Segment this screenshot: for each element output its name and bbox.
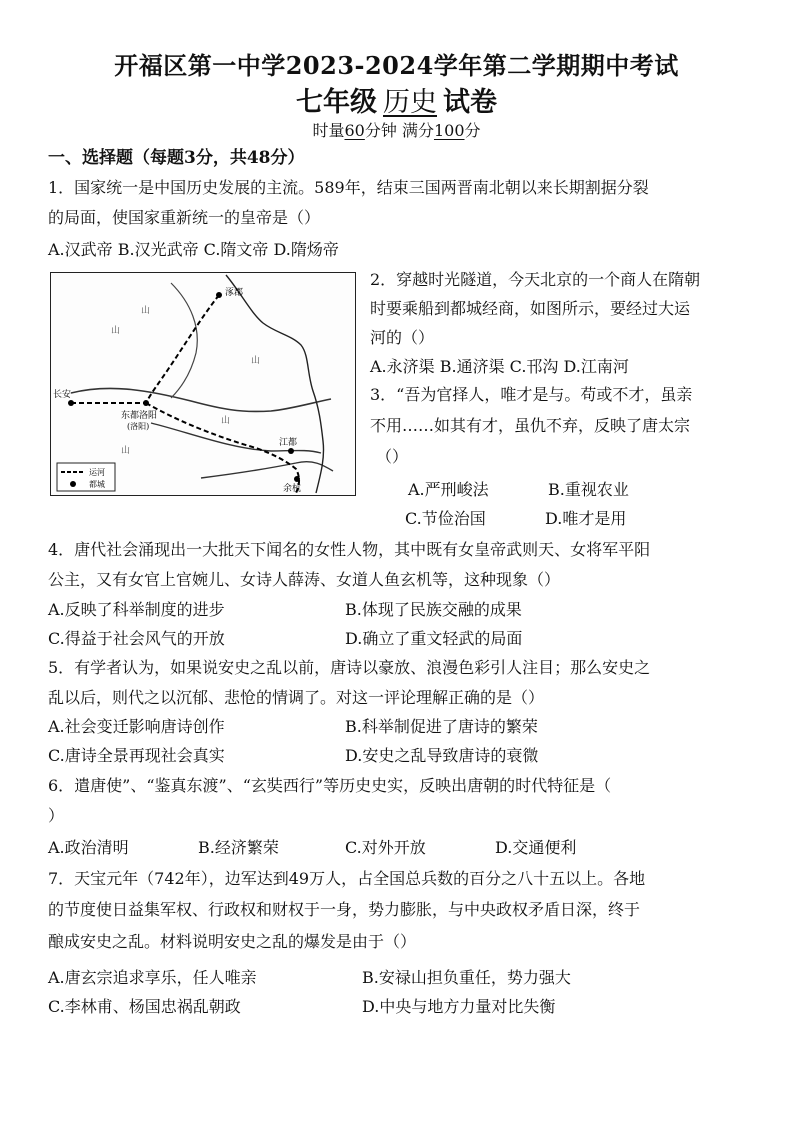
label-luoyang-b: (洛阳) [127,422,150,431]
q4-option-b: B.体现了民族交融的成果 [345,600,522,619]
yangtze-river [201,462,333,478]
q6-text-line2: ） [48,806,65,825]
q1-options: A.汉武帝 B.汉光武帝 C.隋文帝 D.隋炀帝 [48,240,339,259]
luoyang-marker [143,400,149,406]
q4-option-d: D.确立了重文轻武的局面 [345,629,523,648]
q6-option-d: D.交通便利 [495,838,577,857]
q2-options: A.永济渠 B.通济渠 C.邗沟 D.江南河 [370,357,629,376]
grand-canal-map [50,272,356,496]
paper-label: 试卷 [443,87,497,118]
label-changan: 长安 [53,390,72,400]
coastline [226,275,324,493]
q6-option-c: C.对外开放 [345,838,426,857]
exam-meta [0,118,793,141]
score-unit: 分 [464,121,481,140]
q3-option-c: C.节俭治国 [405,509,486,528]
q7-text-line3: 酿成安史之乱。材料说明安史之乱的爆发是由于（） [48,932,417,951]
q7-option-b: B.安禄山担负重任，势力强大 [362,968,571,987]
q7-text-line2: 的节度使日益集军权、行政权和财权于一身，势力膨胀，与中央政权矛盾日深，终于 [48,900,641,919]
q3-option-d: D.唯才是用 [545,509,627,528]
q3-text-line1: 3．“吾为官择人，唯才是与。苟或不才，虽亲 [370,385,693,404]
score-label: 满分 [401,121,434,140]
time-unit: 分钟 [364,121,397,140]
exam-title: 开福区第一中学2023-2024学年第二学期期中考试 [114,51,679,80]
q5-option-a: A.社会变迁影响唐诗创作 [48,717,225,736]
north-river [171,283,197,398]
score-value: 100 [433,121,465,140]
map-drawing [51,273,355,495]
q2-text-line3: 河的（） [370,328,435,347]
q6-option-a: A.政治清明 [48,838,129,857]
zhuojun-marker [216,292,222,298]
yellow-river [71,388,331,411]
q5-option-d: D.安史之乱导致唐诗的衰微 [345,746,539,765]
svg-text:山: 山 [141,306,151,316]
grade-label: 七年级 [296,87,377,118]
q5-option-b: B.科举制促进了唐诗的繁荣 [345,717,538,736]
q3-option-b: B.重视农业 [548,480,629,499]
q7-text-line1: 7．天宝元年（742年），边军达到49万人，占全国总兵数的百分之八十五以上。各地 [48,869,646,888]
section-heading: 一、选择题（每题3分，共48分） [48,148,305,168]
jiangdu-marker [288,448,294,454]
subject-label: 历史 [383,87,437,118]
time-label: 时量 [312,121,345,140]
map-legend [57,463,115,491]
q1-text-line1: 1．国家统一是中国历史发展的主流。589年，结束三国两晋南北朝以来长期割据分裂 [48,178,649,197]
q2-text-line2: 时要乘船到都城经商，如图所示，要经过大运 [370,299,691,318]
label-zhuojun: 涿郡 [225,288,244,298]
label-luoyang: 东都洛阳 [121,411,158,421]
label-jiangdu: 江都 [279,438,298,448]
q7-option-c: C.李林甫、杨国忠祸乱朝政 [48,997,241,1016]
svg-text:山: 山 [111,326,121,336]
exam-subtitle [0,80,793,119]
time-value: 60 [344,121,365,140]
svg-text:山: 山 [221,416,231,426]
q4-text-line2: 公主，又有女官上官婉儿、女诗人薛涛、女道人鱼玄机等，这种现象（） [48,570,561,589]
q7-option-a: A.唐玄宗追求享乐，任人唯亲 [48,968,257,987]
label-yuhang: 余杭 [283,484,302,494]
q3-text-line2: 不用……如其有才，虽仇不弃，反映了唐太宗 [370,416,691,435]
yuhang-marker [294,476,300,482]
q2-text-line1: 2．穿越时光隧道，今天北京的一个商人在隋朝 [370,270,701,289]
q5-option-c: C.唐诗全景再现社会真实 [48,746,225,765]
yongji-canal [146,295,219,403]
q4-text-line1: 4．唐代社会涌现出一大批天下闻名的女性人物，其中既有女皇帝武则天、女将军平阳 [48,540,651,559]
svg-text:山: 山 [251,356,261,366]
legend-capital: 都城 [89,480,105,489]
q4-option-a: A.反映了科举制度的进步 [48,600,225,619]
q5-text-line2: 乱以后，则代之以沉郁、悲怆的情调了。对这一评论理解正确的是（） [48,688,545,707]
q7-option-d: D.中央与地方力量对比失衡 [362,997,556,1016]
q5-text-line1: 5．有学者认为，如果说安史之乱以前，唐诗以豪放、浪漫色彩引人注目；那么安史之 [48,658,651,677]
legend-canal: 运河 [89,468,105,477]
changan-marker [68,400,74,406]
q6-option-b: B.经济繁荣 [198,838,279,857]
svg-text:山: 山 [121,446,131,456]
q6-text-line1: 6．遣唐使”、“鉴真东渡”、“玄奘西行”等历史史实，反映出唐朝的时代特征是（ [48,776,612,795]
q3-option-a: A.严刑峻法 [408,480,489,499]
q1-text-line2: 的局面，使国家重新统一的皇帝是（） [48,208,321,227]
q4-option-c: C.得益于社会风气的开放 [48,629,225,648]
q3-text-line3: （） [376,447,409,466]
